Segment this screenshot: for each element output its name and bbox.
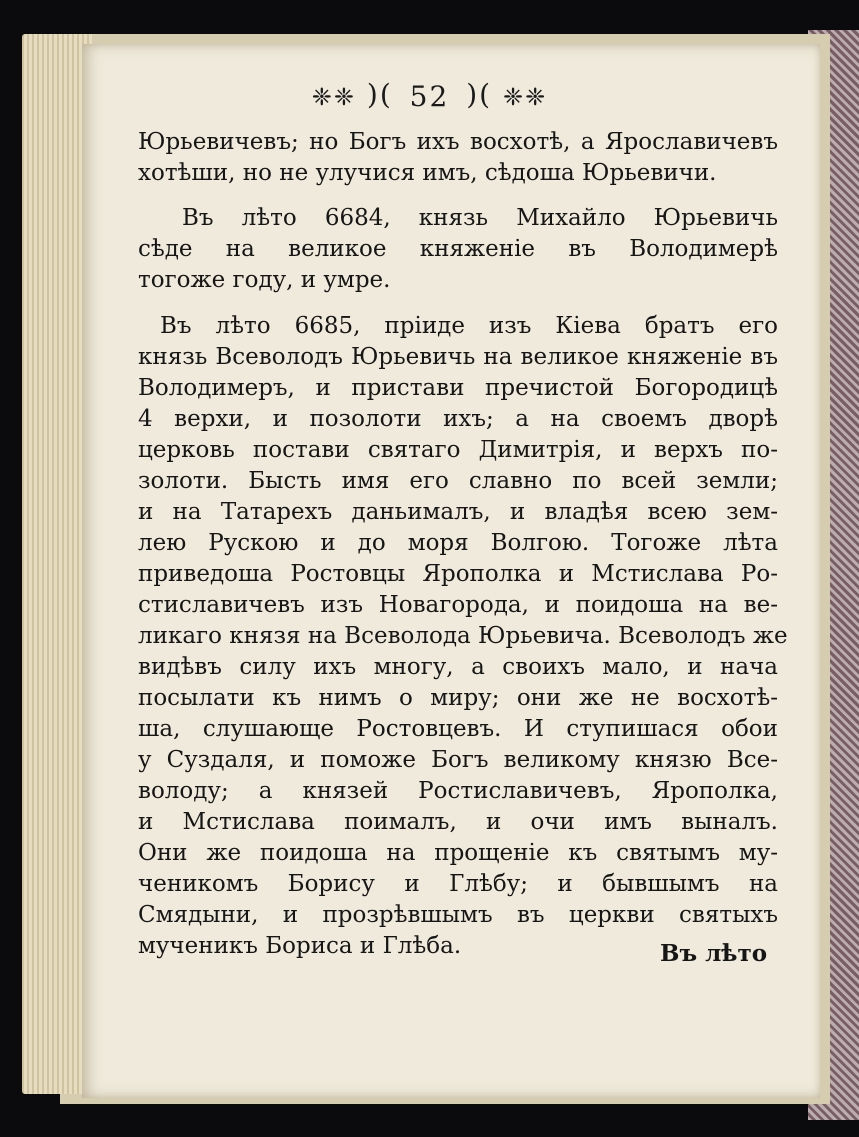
text-line: сѣде на великое княженіе въ Володимерѣ <box>138 236 778 262</box>
text-line: мученикъ Бориса и Глѣба. <box>138 933 462 959</box>
catchword: Въ лѣто <box>660 940 768 967</box>
page-number: 52 <box>409 80 450 113</box>
text-line: видѣвъ силу ихъ многу, а своихъ мало, и нача <box>138 654 778 680</box>
text-line: приведоша Ростовцы Ярополка и Мстислава Ро- <box>138 561 778 587</box>
header-paren-left: )( <box>366 78 393 111</box>
text-line: Они же поидоша на прощеніе къ святымъ му- <box>138 840 778 866</box>
header-paren-right: )( <box>466 78 493 111</box>
text-line: ченикомъ Борису и Глѣбу; и бывшымъ на <box>138 871 778 897</box>
text-line: володу; а князей Ростиславичевъ, Ярополка, <box>138 778 778 804</box>
text-line: Смядыни, и прозрѣвшымъ въ церкви святыхъ <box>138 902 778 928</box>
text-line: Въ лѣто 6684, князь Михайло Юрьевичь <box>182 205 778 231</box>
text-line: стиславичевъ изъ Новагорода, и поидоша на ве- <box>138 592 778 618</box>
text-line: тогоже году, и умре. <box>138 267 391 293</box>
text-line: и на Татарехъ даньималъ, и владѣя всею зем- <box>138 499 778 525</box>
text-line: ша, слушающе Ростовцевъ. И ступишася обои <box>138 716 778 742</box>
text-line: и Мстислава поималъ, и очи имъ выналъ. <box>138 809 778 835</box>
text-line: Володимеръ, и пристави пречистой Богородицѣ <box>138 375 778 401</box>
text-line: у Суздаля, и поможе Богъ великому князю Все- <box>138 747 778 773</box>
text-line: ликаго князя на Всеволода Юрьевича. Всеволодъ же <box>138 623 788 649</box>
ornament-right-icon: ❈❈ <box>502 82 548 111</box>
text-line: лею Рускою и до моря Волгою. Тогоже лѣта <box>138 530 778 556</box>
text-line: хотѣши, но не улучися имъ, сѣдоша Юрьевичи. <box>138 160 717 186</box>
ornament-left-icon: ❈❈ <box>311 82 356 111</box>
text-line: Юрьевичевъ; но Богъ ихъ восхотѣ, а Ярославичевъ <box>138 129 778 155</box>
text-line: Въ лѣто 6685, пріиде изъ Кіева братъ его <box>160 313 778 339</box>
text-line: золоти. Бысть имя его славно по всей земли; <box>138 468 778 494</box>
text-line: посылати къ нимъ о миру; они же не восхотѣ- <box>138 685 778 711</box>
text-line: церковь постави святаго Димитрія, и верхъ по- <box>138 437 778 463</box>
text-line: князь Всеволодъ Юрьевичь на великое княженіе въ <box>138 344 778 370</box>
text-line: 4 верхи, и позолоти ихъ; а на своемъ дворѣ <box>138 406 778 432</box>
